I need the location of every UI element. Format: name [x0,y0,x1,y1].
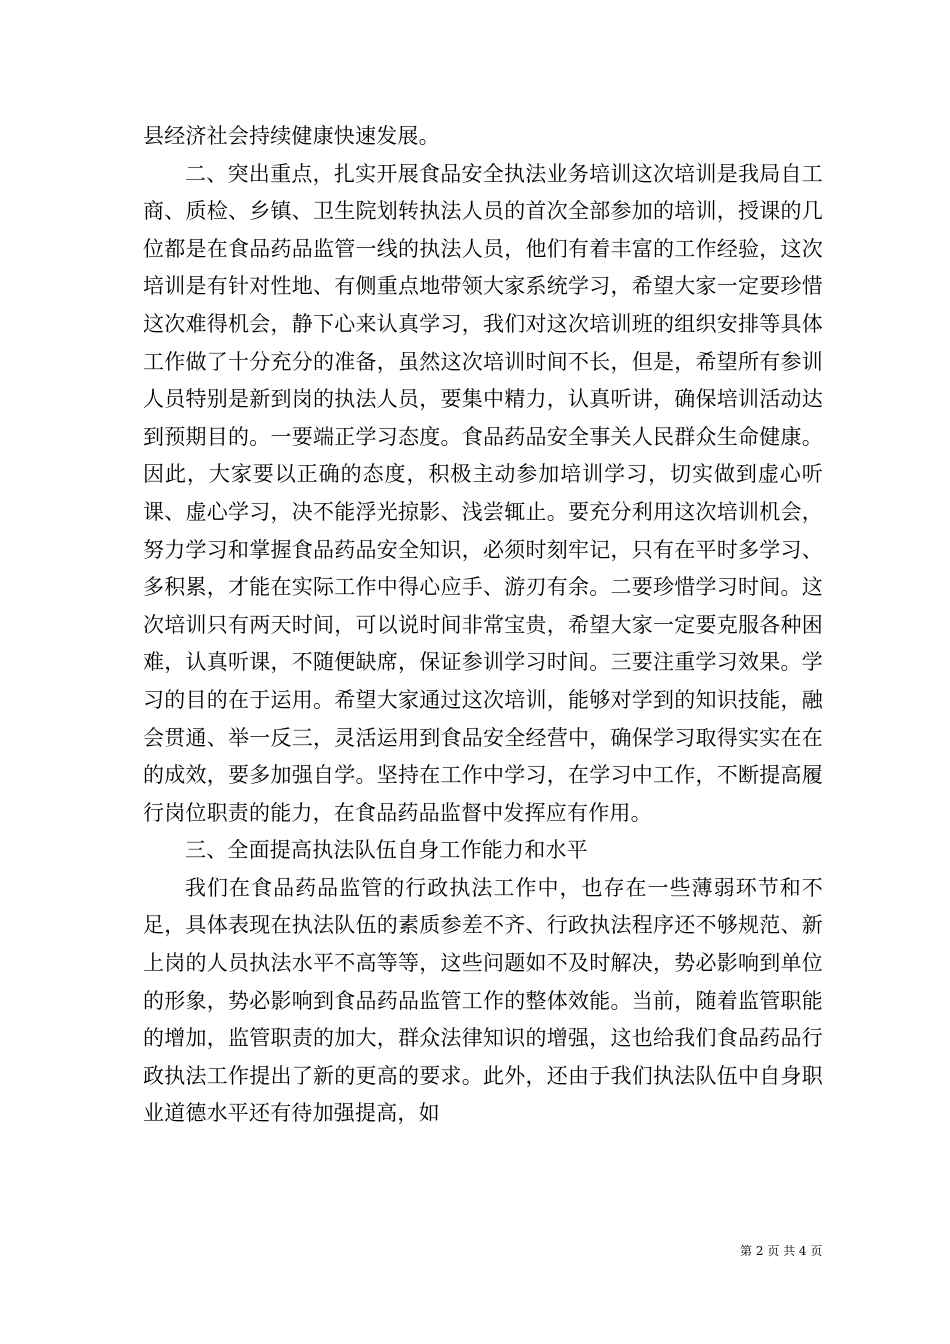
paragraph-section-two: 二、突出重点，扎实开展食品安全执法业务培训这次培训是我局自工商、质检、乡镇、卫生院划转执法人员的首次全部参加的培训，授课的几位都是在食品药品监管一线的执法人员，他们有着丰富的工作经验，这次培训是有针对性地、有侧重点地带领大家系统学习，希望大家一定要珍惜这次难得机会，静下心来认真学习，我们对这次培训班的组织安排等具体工作做了十分充分的准备，虽然这次培训时间不长，但是，希望所有参训人员特别是新到岗的执法人员，要集中精力，认真听讲，确保培训活动达到预期目的。一要端正学习态度。食品药品安全事关人民群众生命健康。因此，大家要以正确的态度，积极主动参加培训学习，切实做到虚心听课、虚心学习，决不能浮光掠影、浅尝辄止。要充分利用这次培训机会，努力学习和掌握食品药品安全知识，必须时刻牢记，只有在平时多学习、多积累，才能在实际工作中得心应手、游刃有余。二要珍惜学习时间。这次培训只有两天时间，可以说时间非常宝贵，希望大家一定要克服各种困难，认真听课，不随便缺席，保证参训学习时间。三要注重学习效果。学习的目的在于运用。希望大家通过这次培训，能够对学到的知识技能，融会贯通、举一反三，灵活运用到食品安全经营中，确保学习取得实实在在的成效，要多加强自学。坚持在工作中学习，在学习中工作，不断提高履行岗位职责的能力，在食品药品监督中发挥应有作用。 [143,161,823,825]
heading-section-three: 三、全面提高执法队伍自身工作能力和水平 [185,838,588,863]
document-body [143,118,823,1133]
page-number-footer: 第 2 页 共 4 页 [740,1244,823,1258]
paragraph-continuation: 县经济社会持续健康快速发展。 [143,124,440,148]
paragraph-section-three-body: 我们在食品药品监管的行政执法工作中，也存在一些薄弱环节和不足，具体表现在执法队伍的素质参差不齐、行政执法程序还不够规范、新上岗的人员执法水平不高等等，这些问题如不及时解决，势必影响到单位的形象，势必影响到食品药品监管工作的整体效能。当前，随着监管职能的增加，监管职责的加大，群众法律知识的增强，这也给我们食品药品行政执法工作提出了新的更高的要求。此外，还由于我们执法队伍中自身职业道德水平还有待加强提高，如 [143,875,823,1126]
